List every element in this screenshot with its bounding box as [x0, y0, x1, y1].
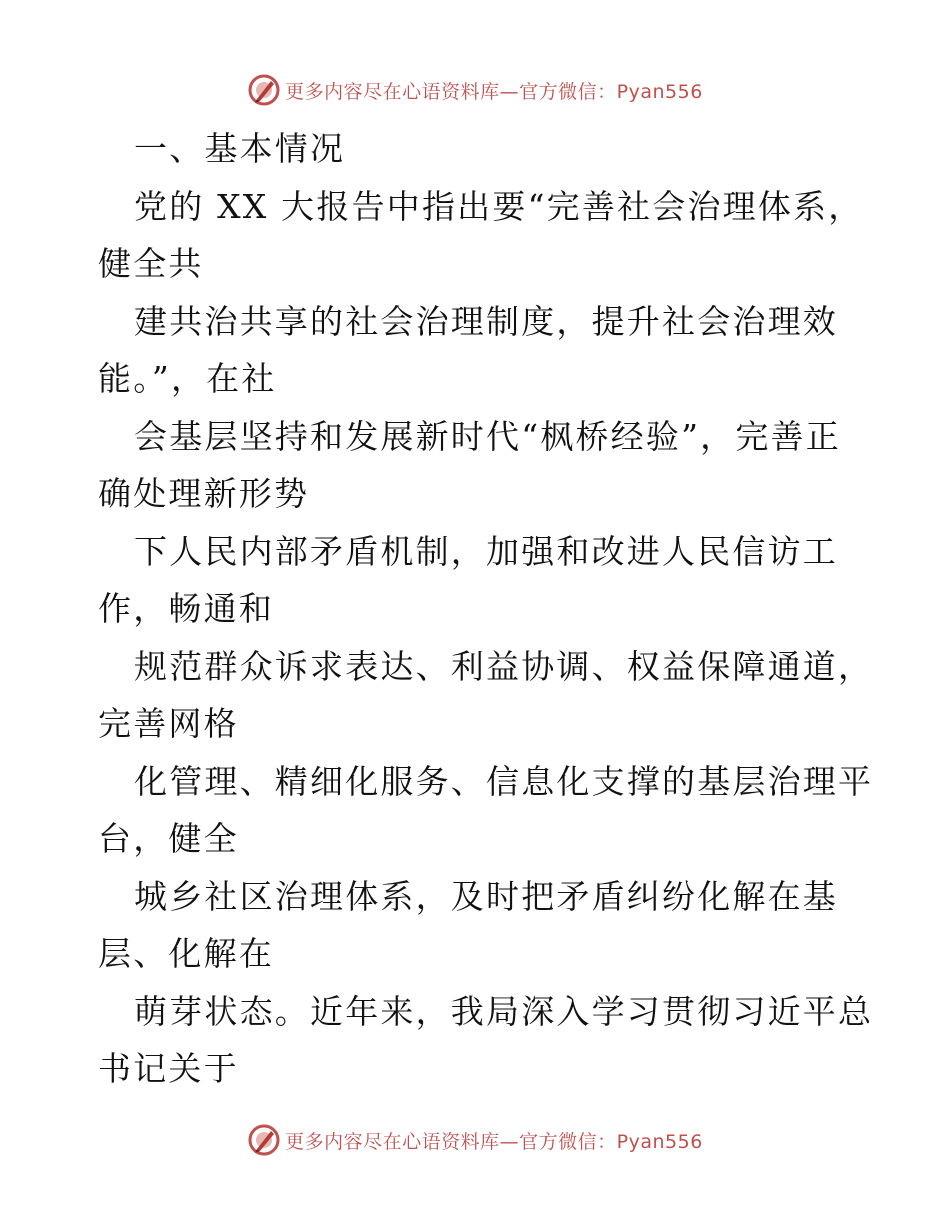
- text-line: 确处理新形势: [98, 474, 310, 513]
- footer-watermark: [0, 1120, 950, 1160]
- text-line: 萌芽状态。近年来，我局深入学习贯彻习近平总: [134, 991, 874, 1031]
- text-line: 健全共: [98, 244, 204, 283]
- text-line: 能。”，在社: [98, 359, 277, 398]
- text-line: 完善网格: [98, 704, 239, 743]
- text-line: 下人民内部矛盾机制，加强和改进人民信访工: [134, 531, 838, 571]
- text-line: 城乡社区治理体系，及时把矛盾纠纷化解在基: [134, 876, 838, 916]
- document-body: [98, 120, 874, 1098]
- text-line: 一、基本情况: [134, 129, 346, 168]
- watermark-text: 更多内容尽在心语资料库—官方微信：Pyan556: [285, 80, 703, 103]
- text-line: 作，畅通和: [98, 589, 274, 628]
- text-line: 台，健全: [98, 819, 239, 858]
- pen-seal-icon: [247, 73, 281, 107]
- watermark-text: 更多内容尽在心语资料库—官方微信：Pyan556: [285, 1130, 703, 1153]
- text-line: 化管理、精细化服务、信息化支撑的基层治理平: [134, 761, 874, 801]
- pen-seal-icon: [247, 1123, 281, 1157]
- text-line: 层、化解在: [98, 934, 274, 973]
- text-line: 建共治共享的社会治理制度，提升社会治理效: [134, 301, 838, 341]
- text-line: 规范群众诉求表达、利益协调、权益保障通道，: [134, 646, 874, 686]
- text-line: 党的 XX 大报告中指出要“完善社会治理体系，: [134, 186, 864, 226]
- text-line: 书记关于: [98, 1049, 239, 1088]
- text-line: 会基层坚持和发展新时代“枫桥经验”，完善正: [134, 416, 841, 456]
- header-watermark: [0, 70, 950, 110]
